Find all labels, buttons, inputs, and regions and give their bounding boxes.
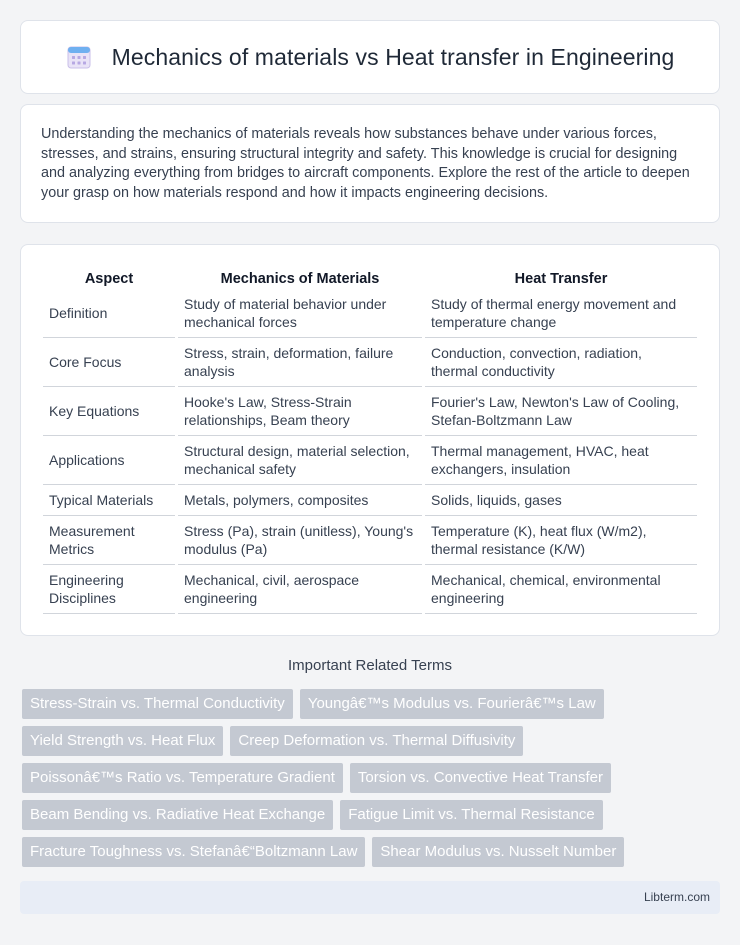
table-cell-mechanics: Stress, strain, deformation, failure analysis <box>178 338 422 387</box>
column-header-aspect: Aspect <box>84 271 134 287</box>
table-cell-aspect: Engineering Disciplines <box>43 565 175 614</box>
table-row <box>43 387 697 436</box>
related-terms-title: Important Related Terms <box>288 657 452 674</box>
table-cell-aspect: Applications <box>43 436 175 485</box>
column-header-mechanics: Mechanics of Materials <box>220 271 380 287</box>
table-cell-mechanics: Mechanical, civil, aerospace engineering <box>178 565 422 614</box>
table-cell-heat-transfer: Solids, liquids, gases <box>425 485 697 516</box>
related-term-tag[interactable]: Creep Deformation vs. Thermal Diffusivity <box>230 726 523 756</box>
table-cell-aspect: Measurement Metrics <box>43 516 175 565</box>
footer <box>20 881 720 914</box>
calendar-icon <box>66 44 92 70</box>
table-cell-heat-transfer: Temperature (K), heat flux (W/m2), thermal resistance (K/W) <box>425 516 697 565</box>
table-cell-mechanics: Stress (Pa), strain (unitless), Young's modulus (Pa) <box>178 516 422 565</box>
table-cell-aspect: Key Equations <box>43 387 175 436</box>
table-row <box>43 289 697 338</box>
table-cell-mechanics: Hooke's Law, Stress-Strain relationships, Beam theory <box>178 387 422 436</box>
table-cell-aspect: Typical Materials <box>43 485 175 516</box>
table-cell-heat-transfer: Study of thermal energy movement and temperature change <box>425 289 697 338</box>
table-row <box>43 516 697 565</box>
related-term-tag[interactable]: Beam Bending vs. Radiative Heat Exchange <box>22 800 333 830</box>
comparison-card <box>20 244 720 636</box>
table-cell-heat-transfer: Thermal management, HVAC, heat exchangers, insulation <box>425 436 697 485</box>
table-cell-aspect: Core Focus <box>43 338 175 387</box>
comparison-table <box>40 265 700 614</box>
header-card <box>20 20 720 94</box>
table-cell-heat-transfer: Conduction, convection, radiation, thermal conductivity <box>425 338 697 387</box>
table-cell-mechanics: Structural design, material selection, mechanical safety <box>178 436 422 485</box>
related-term-tag[interactable]: Torsion vs. Convective Heat Transfer <box>350 763 611 793</box>
related-term-tag[interactable]: Shear Modulus vs. Nusselt Number <box>372 837 624 867</box>
related-term-tag[interactable]: Stress-Strain vs. Thermal Conductivity <box>22 689 293 719</box>
intro-text: Understanding the mechanics of materials reveals how substances behave under various forces, stresses, and strains, ensuring structural integrity and safety. This knowledge is crucial for designing and analyzing everything from bridges to aircraft components. Explore the rest of the article to deepen your grasp on how materials respond and how it impacts engineering decisions. <box>41 126 690 201</box>
related-term-tag[interactable]: Fatigue Limit vs. Thermal Resistance <box>340 800 602 830</box>
related-term-tag[interactable]: Fracture Toughness vs. Stefanâ€“Boltzmann Law <box>22 837 365 867</box>
column-header-heat-transfer: Heat Transfer <box>514 271 608 287</box>
table-cell-heat-transfer: Mechanical, chemical, environmental engineering <box>425 565 697 614</box>
table-cell-aspect: Definition <box>43 289 175 338</box>
table-row <box>43 565 697 614</box>
related-term-tag[interactable]: Poissonâ€™s Ratio vs. Temperature Gradient <box>22 763 343 793</box>
table-row <box>43 485 697 516</box>
table-row <box>43 338 697 387</box>
footer-site-link[interactable]: Libterm.com <box>643 890 710 904</box>
intro-card <box>20 104 720 223</box>
related-term-tag[interactable]: Youngâ€™s Modulus vs. Fourierâ€™s Law <box>300 689 604 719</box>
table-cell-mechanics: Study of material behavior under mechanical forces <box>178 289 422 338</box>
related-terms-list <box>22 689 722 874</box>
table-cell-mechanics: Metals, polymers, composites <box>178 485 422 516</box>
table-row <box>43 436 697 485</box>
page-title: Mechanics of materials vs Heat transfer in Engineering <box>111 43 675 70</box>
related-term-tag[interactable]: Yield Strength vs. Heat Flux <box>22 726 223 756</box>
table-cell-heat-transfer: Fourier's Law, Newton's Law of Cooling, Stefan-Boltzmann Law <box>425 387 697 436</box>
